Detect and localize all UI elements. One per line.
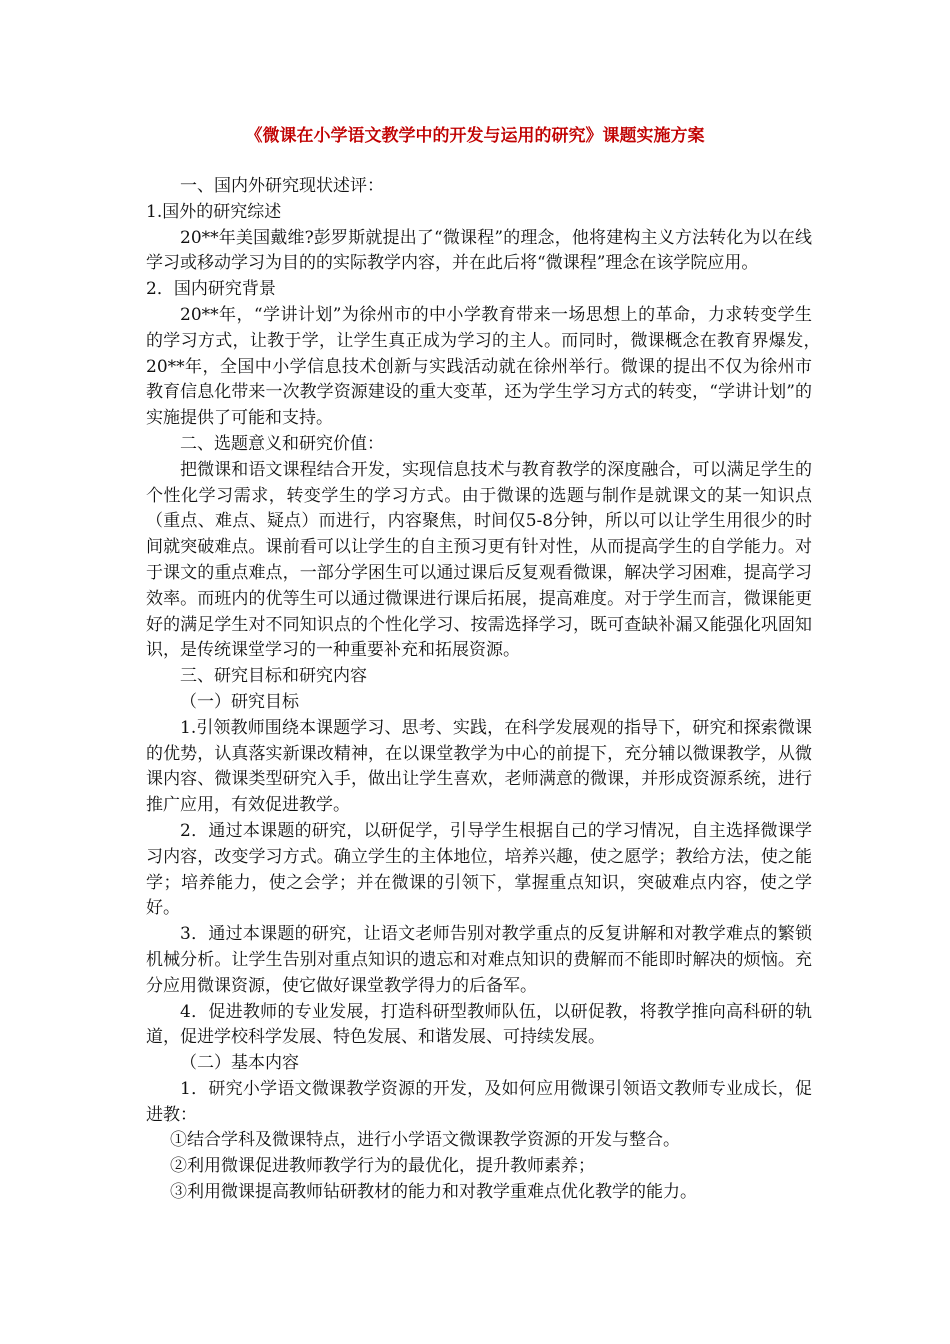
content-subitem-3: ③利用微课提高教师钻研教材的能力和对教学重难点优化教学的能力。 [170, 1182, 697, 1203]
section-heading-status: 一、国内外研究现状述评： [180, 176, 384, 196]
content-item-1: 1．研究小学语文微课教学资源的开发，及如何应用微课引领语文教师专业成长，促进教： [146, 1078, 812, 1125]
goal-item-1: 1.引领教师围绕本课题学习、思考、实践，在科学发展观的指导下，研究和探索微课的优势，认真落实新课改精神，在以课堂教学为中心的前提下，充分辅以微课教学，从微课内容、微课类型研究入手，做出让学生喜欢，老师满意的微课，并形成资源系统，进行推广应用，有效促进教学。 [146, 717, 812, 816]
goal-item-4: 4．促进教师的专业发展，打造科研型教师队伍，以研促教，将教学推向高科研的轨道，促进学校科学发展、特色发展、和谐发展、可持续发展。 [146, 1001, 812, 1048]
subheading-domestic-background: 2．国内研究背景 [146, 279, 276, 300]
goal-item-3: 3．通过本课题的研究，让语文老师告别对教学重点的反复讲解和对教学难点的繁锁机械分析。让学生告别对重点知识的遗忘和对难点知识的费解而不能即时解决的烦恼。充分应用微课资源，使它做好课堂教学得力的后备军。 [146, 924, 812, 996]
subheading-basic-content: （二）基本内容 [180, 1053, 299, 1074]
subheading-research-goals: （一）研究目标 [180, 691, 299, 712]
paragraph-domestic-background: 20**年，“学讲计划”为徐州市的中小学教育带来一场思想上的革命，力求转变学生的学习方式，让教于学，让学生真正成为学习的主人。而同时，微课概念在教育界爆发， 20**年，全国中小学信息技术创新与实践活动就在徐州举行。微课的提出不仅为徐州市教育信息化带来一次教学资源建设的重大变革，还为学生学习方式的转变，“学讲计划”的实施提供了可能和支持。 [146, 304, 829, 429]
content-subitem-2: ②利用微课促进教师教学行为的最优化，提升教师素养； [170, 1156, 595, 1177]
subheading-foreign-research: 1.国外的研究综述 [146, 201, 282, 222]
section-heading-significance: 二、选题意义和研究价值： [180, 433, 384, 454]
content-subitem-1: ①结合学科及微课特点，进行小学语文微课教学资源的开发与整合。 [170, 1130, 680, 1151]
document-title: 《微课在小学语文教学中的开发与运用的研究》课题实施方案 [245, 126, 705, 146]
paragraph-foreign-research: 20**年美国戴维?彭罗斯就提出了“微课程”的理念，他将建构主义方法转化为以在线学习或移动学习为目的的实际教学内容，并在此后将“微课程”理念在该学院应用。 [146, 227, 812, 274]
goal-item-2: 2．通过本课题的研究，以研促学，引导学生根据自己的学习情况，自主选择微课学习内容，改变学习方式。确立学生的主体地位，培养兴趣，使之愿学；教给方法，使之能学；培养能力，使之会学；并在微课的引领下，掌握重点知识，突破难点内容，使之学好。 [146, 820, 812, 919]
section-heading-goals-content: 三、研究目标和研究内容 [180, 666, 367, 687]
document-body [146, 174, 829, 1206]
paragraph-significance: 把微课和语文课程结合开发，实现信息技术与教育教学的深度融合，可以满足学生的个性化学习需求，转变学生的学习方式。由于微课的选题与制作是就课文的某一知识点（重点、难点、疑点）而进行，内容聚焦，时间仅5-8分钟，所以可以让学生用很少的时间就突破难点。课前看可以让学生的自主预习更有针对性，从而提高学生的自学能力。对于课文的重点难点，一部分学困生可以通过课后反复观看微课，解决学习困难，提高学习效率。而班内的优等生可以通过微课进行课后拓展，提高难度。对于学生而言，微课能更好的满足学生对不同知识点的个性化学习、按需选择学习，既可查缺补漏又能强化巩固知识，是传统课堂学习的一种重要补充和拓展资源。 [146, 459, 812, 661]
